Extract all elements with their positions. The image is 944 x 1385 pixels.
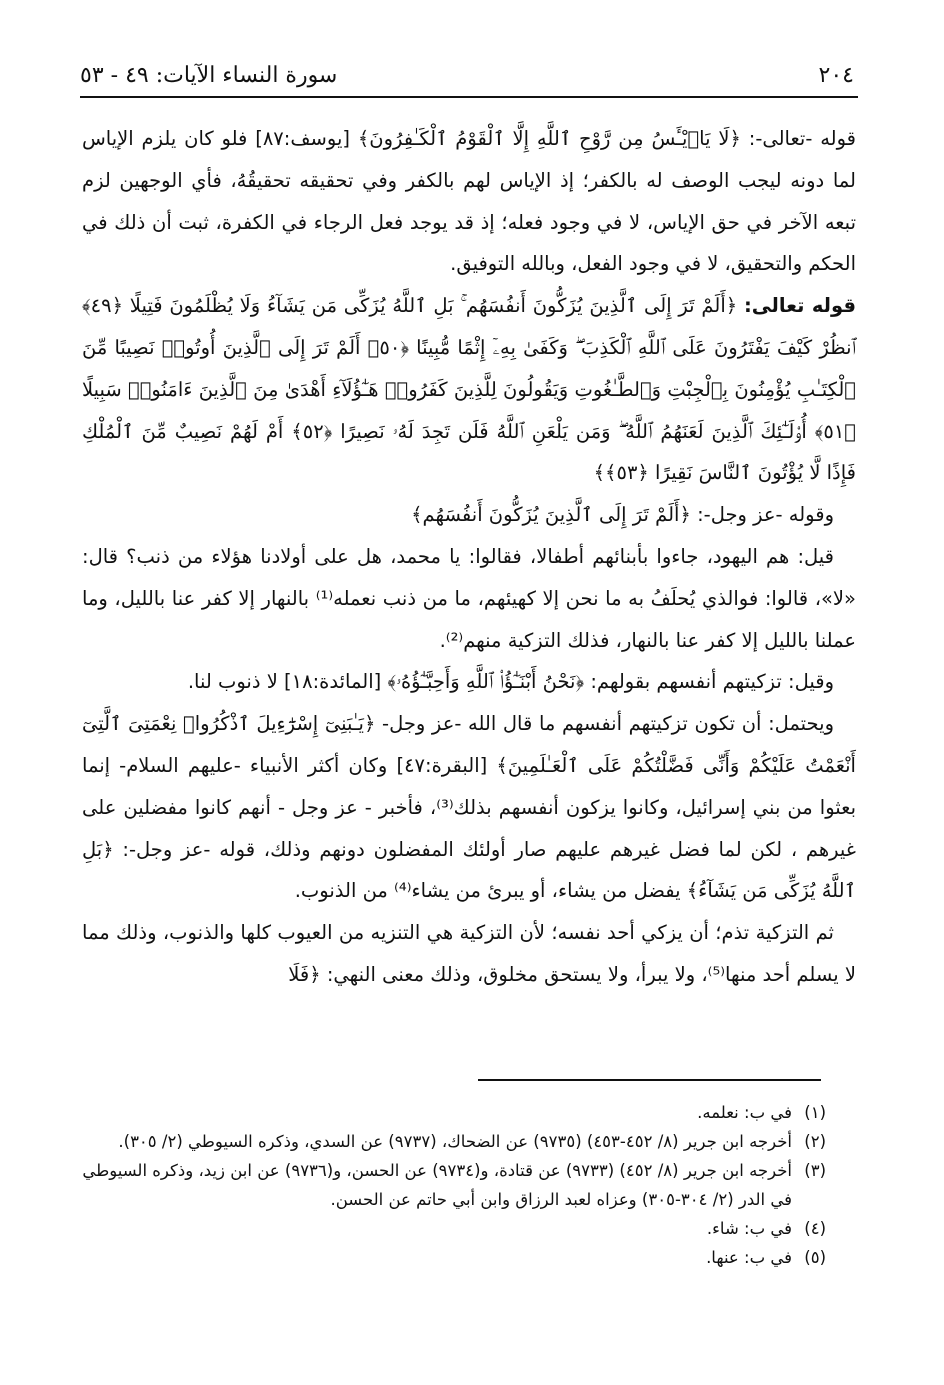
footnote-text: أخرجه ابن جرير (٨/ ٤٥٢) (٩٧٣٣) عن قتادة، و(٩٧٣٤) عن الحسن، و(٩٧٣٦) عن ابن زيد، وذكره السيوطي في الدر (٢/ ٣٠٤-٣٠٥) وعزاه لعبد الرزاق وابن أبي حاتم عن الحسن. [82, 1161, 792, 1209]
paragraph-7: ثم التزكية تذم؛ أن يزكي أحد نفسه؛ لأن التزكية هي التنزيه من العيوب كلها والذنوب، وذلك مما لا يسلم أحد منها⁽⁵⁾، ولا يبرأ، ولا يستحق مخلوق، وذلك معنى النهي: ﴿فَلَا [82, 921, 856, 986]
footnote [82, 1098, 826, 1127]
running-title: سورة النساء الآيات: ٤٩ - ٥٣ [80, 63, 338, 88]
paragraph-3-verse: ﴿أَلَمْ تَرَ إِلَى ٱلَّذِينَ يُزَكُّونَ أَنفُسَهُم﴾ [411, 503, 691, 527]
paragraph-4: قيل: هم اليهود، جاءوا بأبنائهم أطفالا، فقالوا: يا محمد، هل على أولادنا هؤلاء من ذنب؟ قال: «لا»، قالوا: فوالذي يُحلَفُ به ما نحن إلا كهيئهم، ما من ذنب نعمله⁽¹⁾ بالنهار إلا كفر عنا بالليل، وما عملنا بالليل إلا كفر عنا بالنهار، فذلك التزكية منهم⁽²⁾. [82, 544, 856, 652]
paragraph-3-intro: وقوله -عز وجل-: [697, 503, 834, 527]
footnote [82, 1243, 826, 1272]
footnote [82, 1127, 826, 1156]
footnote [82, 1214, 826, 1243]
footnote-text: في ب: شاء. [706, 1219, 792, 1238]
footnote-text: في ب: نعلمه. [697, 1103, 792, 1122]
footnote [82, 1156, 826, 1214]
paragraph-3 [82, 494, 856, 536]
footnote-rule [478, 1079, 821, 1081]
footnote-number: (١) [804, 1103, 826, 1122]
footnote-number: (٥) [804, 1248, 826, 1267]
footnote-text: في ب: عنها. [706, 1248, 792, 1267]
header-rule [80, 96, 858, 98]
paragraph-6: ويحتمل: أن تكون تزكيتهم أنفسهم ما قال الله -عز وجل- ﴿يَـٰبَنِىٓ إِسْرَٰٓءِيلَ ٱذْكُرُوا۟ نِعْمَتِىَ ٱلَّتِىٓ أَنْعَمْتُ عَلَيْكُمْ وَأَنِّى فَضَّلْتُكُمْ عَلَى ٱلْعَـٰلَمِينَ﴾ [البقرة:٤٧] وكان أكثر الأنبياء -عليهم السلام- إنما بعثوا من بني إسرائيل، وكانوا يزكون أنفسهم بذلك⁽³⁾، فأخبر - عز وجل - أنهم كانوا مفضلين على غيرهم ، لكن لما فضل غيرهم عليهم صار أولئك المفضلون دونهم وذلك، قوله -عز وجل-: ﴿بَلِ ٱللَّهُ يُزَكِّى مَن يَشَآءُ﴾ يفضل من يشاء، أو يبرئ من يشاء⁽⁴⁾ من الذنوب. [82, 712, 856, 903]
footnote-number: (٤) [804, 1219, 826, 1238]
paragraph-5: وقيل: تزكيتهم أنفسهم بقولهم: ﴿نَحْنُ أَبْنَـٰٓؤُا۟ ٱللَّهِ وَأَحِبَّـٰٓؤُهُۥ﴾ [المائدة:١٨] لا ذنوب لنا. [187, 670, 834, 694]
footnotes [82, 1098, 826, 1272]
verse-block-paragraph [82, 285, 856, 494]
verse-lead: قوله تعالى: [743, 294, 856, 318]
footnote-text: أخرجه ابن جرير (٨/ ٤٥٢-٤٥٣) (٩٧٣٥) عن الضحاك، (٩٧٣٧) عن السدي، وذكره السيوطي (٢/ ٣٠٥). [118, 1132, 792, 1151]
main-text [82, 118, 856, 996]
page-number: ٢٠٤ [818, 63, 854, 88]
page-header [80, 58, 854, 94]
quran-verses-49-53: ﴿أَلَمْ تَرَ إِلَى ٱلَّذِينَ يُزَكُّونَ أَنفُسَهُم ۚ بَلِ ٱللَّهُ يُزَكِّى مَن يَشَآءُ وَلَا يُظْلَمُونَ فَتِيلًا ﴿٤٩﴾ ٱنظُرْ كَيْفَ يَفْتَرُونَ عَلَى ٱللَّهِ ٱلْكَذِبَ ۖ وَكَفَىٰ بِهِۦٓ إِثْمًا مُّبِينًا ﴿٥٠﴾ أَلَمْ تَرَ إِلَى ٱلَّذِينَ أُوتُوا۟ نَصِيبًا مِّنَ ٱلْكِتَـٰبِ يُؤْمِنُونَ بِٱلْجِبْتِ وَٱلطَّـٰغُوتِ وَيَقُولُونَ لِلَّذِينَ كَفَرُوا۟ هَـٰٓؤُلَآءِ أَهْدَىٰ مِنَ ٱلَّذِينَ ءَامَنُوا۟ سَبِيلًا ﴿٥١﴾ أُو۟لَـٰٓئِكَ ٱلَّذِينَ لَعَنَهُمُ ٱللَّهُ ۖ وَمَن يَلْعَنِ ٱللَّهُ فَلَن تَجِدَ لَهُۥ نَصِيرًا ﴿٥٢﴾ أَمْ لَهُمْ نَصِيبٌ مِّنَ ٱلْمُلْكِ فَإِذًا لَّا يُؤْتُونَ ٱلنَّاسَ نَقِيرًا ﴿٥٣﴾﴾ [82, 294, 857, 485]
paragraph-1: قوله -تعالى-: ﴿لَا يَا۟يْـَٔسُ مِن رَّوْحِ ٱللَّهِ إِلَّا ٱلْقَوْمُ ٱلْكَـٰفِرُونَ﴾ [يوسف:٨٧] فلو كان يلزم الإياس لما دونه ليجب الوصف له بالكفر؛ إذ الإياس لهم بالكفر وفي تحقيقه تحقيقُهُ، فأي الوجهين لزم تبعه الآخر في حق الإياس، لا في وجود فعله؛ إذ قد يوجد فعل الرجاء في الكفرة، ثبت أن ذلك في الحكم والتحقيق، لا في وجود الفعل، وبالله التوفيق. [82, 127, 857, 276]
footnote-number: (٣) [804, 1161, 826, 1180]
footnote-number: (٢) [804, 1132, 826, 1151]
